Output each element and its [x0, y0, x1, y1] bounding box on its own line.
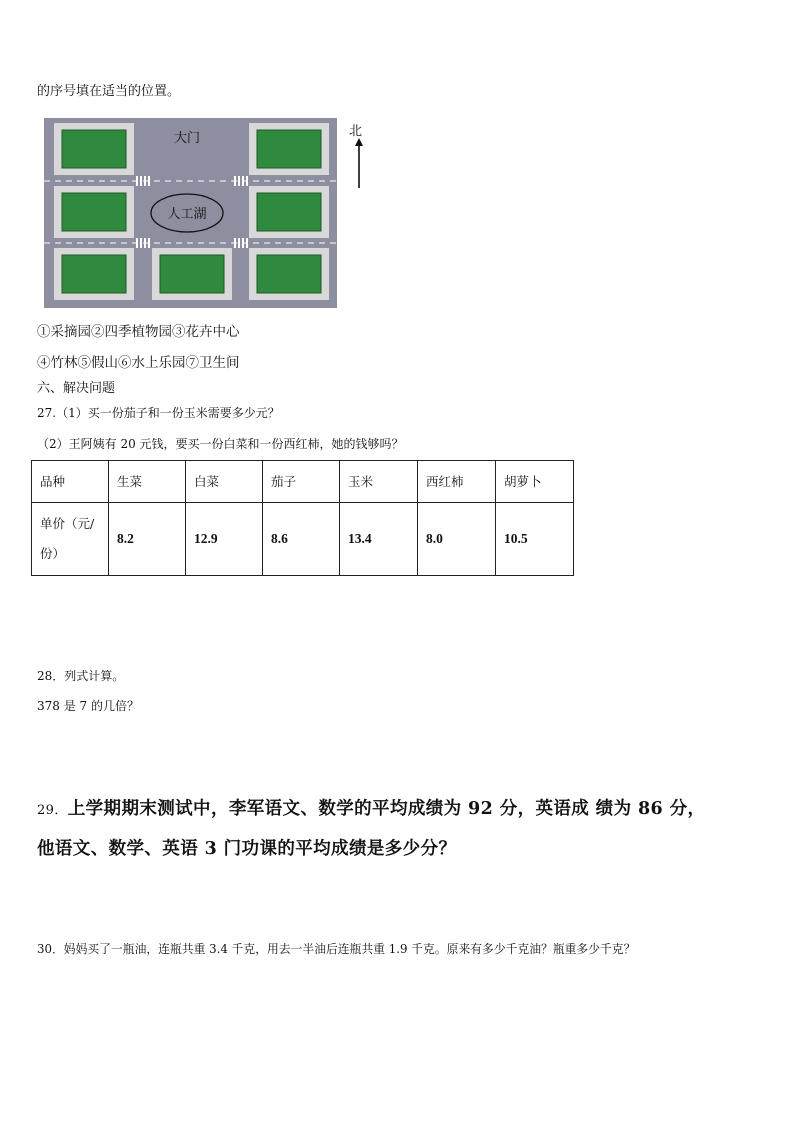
- q28-title: 28．列式计算。: [37, 669, 125, 683]
- intro-line: 的序号填在适当的位置。: [37, 84, 181, 99]
- crosswalk-stripe: [242, 238, 244, 248]
- crosswalk-stripe: [238, 176, 240, 186]
- crosswalk-stripe: [144, 238, 146, 248]
- crosswalk-stripe: [246, 238, 248, 248]
- crosswalk-stripe: [144, 176, 146, 186]
- table-price: 8.6: [263, 503, 340, 576]
- north-label: 北: [349, 124, 363, 139]
- q29-line2: 他语文、数学、英语 3 门功课的平均成绩是多少分？: [37, 839, 457, 859]
- row-label-line2: 份）: [40, 546, 66, 561]
- table-row-label: [32, 503, 109, 576]
- table-price: 8.2: [109, 503, 186, 576]
- table-row-price: [32, 503, 574, 576]
- table-col-name: 茄子: [263, 461, 340, 503]
- options-line-1: ①采摘园②四季植物园③花卉中心: [37, 324, 240, 340]
- park-map: [44, 118, 337, 308]
- crosswalk-stripe: [238, 238, 240, 248]
- table-header-label: 品种: [32, 461, 109, 503]
- q28-question: 378 是 7 的几倍？: [37, 699, 139, 713]
- map-lawn: [62, 193, 126, 231]
- row-label-line1: 单价（元/: [40, 516, 95, 531]
- map-lawn: [160, 255, 224, 293]
- q29-line1: [37, 798, 705, 822]
- crosswalk-stripe: [136, 176, 138, 186]
- q29-number: 29．: [37, 803, 68, 818]
- q27-part1: 27.（1）买一份茄子和一份玉米需要多少元？: [37, 406, 280, 420]
- crosswalk-stripe: [246, 176, 248, 186]
- q29-text-1: 上学期期末测试中，李军语文、数学的平均成绩为 92 分，英语成 绩为 86 分，: [67, 799, 706, 819]
- map-lawn: [62, 130, 126, 168]
- q27-part2: （2）王阿姨有 20 元钱，要买一份白菜和一份西红柿，她的钱够吗？: [37, 437, 404, 451]
- section-title: 六、解决问题: [37, 381, 116, 396]
- table-price: 8.0: [418, 503, 496, 576]
- crosswalk-stripe: [140, 176, 142, 186]
- table-price: 10.5: [496, 503, 574, 576]
- table-row-header: [32, 461, 574, 503]
- table-price: 12.9: [186, 503, 263, 576]
- gate-label: 大门: [173, 131, 201, 146]
- table-price: 13.4: [340, 503, 418, 576]
- crosswalk-stripe: [242, 176, 244, 186]
- table-col-name: 生菜: [109, 461, 186, 503]
- map-lawn: [257, 255, 321, 293]
- north-arrow-icon: [353, 138, 365, 190]
- map-lawn: [257, 193, 321, 231]
- crosswalk-stripe: [140, 238, 142, 248]
- options-line-2: ④竹林⑤假山⑥水上乐园⑦卫生间: [37, 355, 240, 371]
- crosswalk-stripe: [234, 176, 236, 186]
- crosswalk-stripe: [148, 238, 150, 248]
- table-col-name: 胡萝卜: [496, 461, 574, 503]
- crosswalk-stripe: [136, 238, 138, 248]
- table-col-name: 玉米: [340, 461, 418, 503]
- lake-label: 人工湖: [167, 207, 207, 222]
- table-col-name: 白菜: [186, 461, 263, 503]
- crosswalk-stripe: [148, 176, 150, 186]
- crosswalk-stripe: [234, 238, 236, 248]
- map-lawn: [62, 255, 126, 293]
- map-lawn: [257, 130, 321, 168]
- table-col-name: 西红柿: [418, 461, 496, 503]
- q30-text: 30．妈妈买了一瓶油，连瓶共重 3.4 千克，用去一半油后连瓶共重 1.9 千克。原来有多少千克油？瓶重多少千克？: [37, 942, 636, 956]
- price-table: [31, 460, 574, 576]
